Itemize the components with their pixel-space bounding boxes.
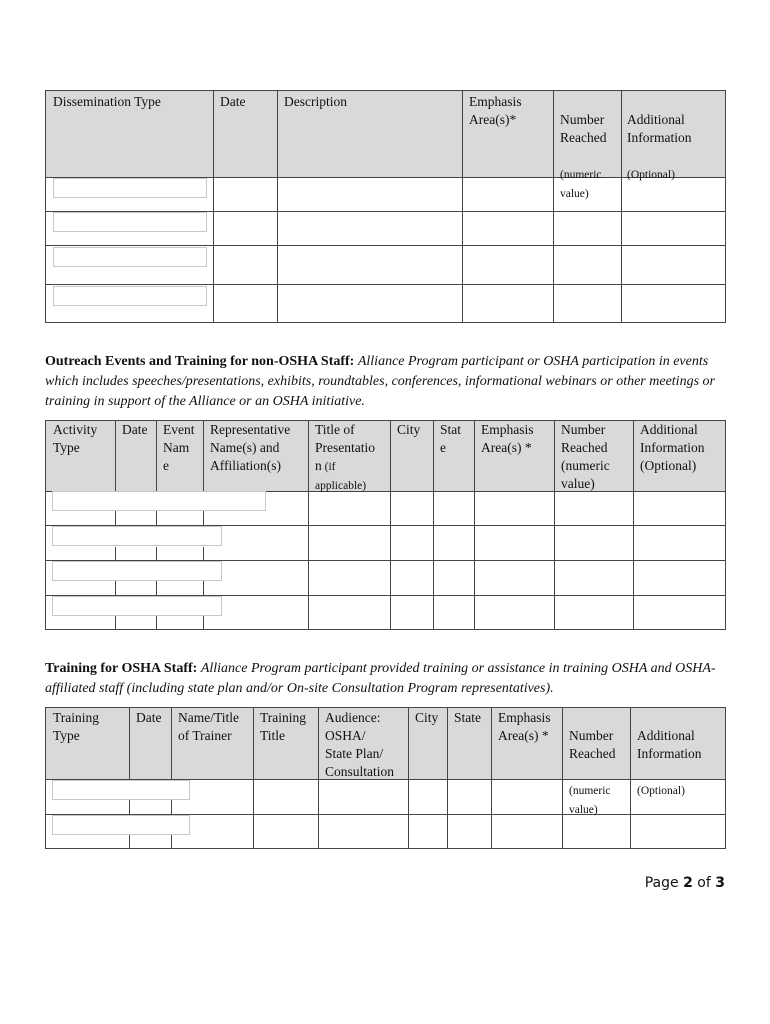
osha-staff-training-table bbox=[45, 707, 726, 849]
dissemination-type-field[interactable] bbox=[53, 212, 207, 232]
header-number-reached bbox=[569, 709, 615, 819]
training-type-field[interactable] bbox=[52, 780, 190, 800]
header-emphasis-areas: Emphasis Area(s) * bbox=[498, 710, 551, 743]
header-additional-information bbox=[627, 93, 691, 184]
header-number-reached-label: Number Reached bbox=[569, 728, 616, 761]
header-additional-information bbox=[637, 709, 701, 800]
dissemination-type-field[interactable] bbox=[53, 247, 207, 267]
page-number bbox=[645, 875, 725, 891]
outreach-section-title: Outreach Events and Training for non-OSHA Staff: bbox=[45, 354, 355, 369]
activity-type-field[interactable] bbox=[52, 526, 222, 546]
outreach-section-intro bbox=[45, 352, 730, 412]
header-title-of-presentation-label: Title of Presentatio n bbox=[315, 422, 375, 473]
training-type-field[interactable] bbox=[52, 815, 190, 835]
page-current: 2 bbox=[683, 875, 693, 891]
table-header bbox=[46, 421, 725, 492]
header-name-title-of-trainer: Name/Title of Trainer bbox=[178, 710, 240, 743]
activity-type-field[interactable] bbox=[52, 491, 266, 511]
dissemination-type-field[interactable] bbox=[53, 178, 207, 198]
dissemination-table bbox=[45, 90, 726, 323]
header-number-reached bbox=[560, 93, 606, 203]
header-number-reached-note: (numeric value) bbox=[560, 169, 602, 200]
header-title-of-presentation bbox=[315, 421, 375, 495]
header-date: Date bbox=[220, 94, 246, 109]
page-total: 3 bbox=[715, 875, 725, 891]
header-number-reached-label: Number Reached bbox=[560, 112, 607, 145]
header-city: City bbox=[397, 422, 421, 437]
header-number-reached-note: (numeric value) bbox=[569, 785, 611, 816]
header-date: Date bbox=[122, 422, 148, 437]
outreach-events-table bbox=[45, 420, 726, 630]
header-training-type: Training Type bbox=[53, 710, 100, 743]
header-description: Description bbox=[284, 94, 347, 109]
osha-training-section-title: Training for OSHA Staff: bbox=[45, 661, 198, 676]
header-date: Date bbox=[136, 710, 162, 725]
header-number-reached: Number Reached (numeric value) bbox=[561, 422, 610, 491]
header-additional-note: (Optional) bbox=[637, 785, 685, 797]
osha-training-section-description: Alliance Program participant provided training or assistance in training OSHA and OSHA-affiliated staff (including state plan and/or On-site Consultation Program representatives). bbox=[45, 661, 716, 696]
header-event-name: Event Nam e bbox=[163, 422, 195, 473]
page-prefix: Page bbox=[644, 875, 679, 891]
header-emphasis-areas: Emphasis Area(s)* bbox=[469, 94, 522, 127]
activity-type-field[interactable] bbox=[52, 596, 222, 616]
header-representative: Representative Name(s) and Affiliation(s) bbox=[210, 422, 291, 473]
header-activity-type: Activity Type bbox=[53, 422, 98, 455]
header-additional-information: Additional Information (Optional) bbox=[640, 422, 705, 473]
header-additional-label: Additional Information bbox=[627, 112, 692, 145]
outreach-section-description: Alliance Program participant or OSHA participation in events which includes speeches/presentations, exhibits, roundtables, conferences, informational webinars or other meetings or training in support of the Alliance or an OSHA initiative. bbox=[45, 354, 715, 409]
header-state: State bbox=[454, 710, 481, 725]
activity-type-field[interactable] bbox=[52, 561, 222, 581]
osha-training-section-intro bbox=[45, 659, 730, 699]
header-state: Stat e bbox=[440, 422, 462, 455]
page-of: of bbox=[697, 875, 711, 891]
header-emphasis-areas: Emphasis Area(s) * bbox=[481, 422, 534, 455]
header-city: City bbox=[415, 710, 439, 725]
header-training-title: Training Title bbox=[260, 710, 307, 743]
header-title-of-presentation-note: (if applicable) bbox=[315, 461, 367, 492]
header-dissemination-type: Dissemination Type bbox=[53, 94, 161, 109]
header-additional-note: (Optional) bbox=[627, 169, 675, 181]
dissemination-type-field[interactable] bbox=[53, 286, 207, 306]
header-audience: Audience: OSHA/ State Plan/ Consultation bbox=[325, 710, 395, 779]
header-additional-label: Additional Information bbox=[637, 728, 702, 761]
